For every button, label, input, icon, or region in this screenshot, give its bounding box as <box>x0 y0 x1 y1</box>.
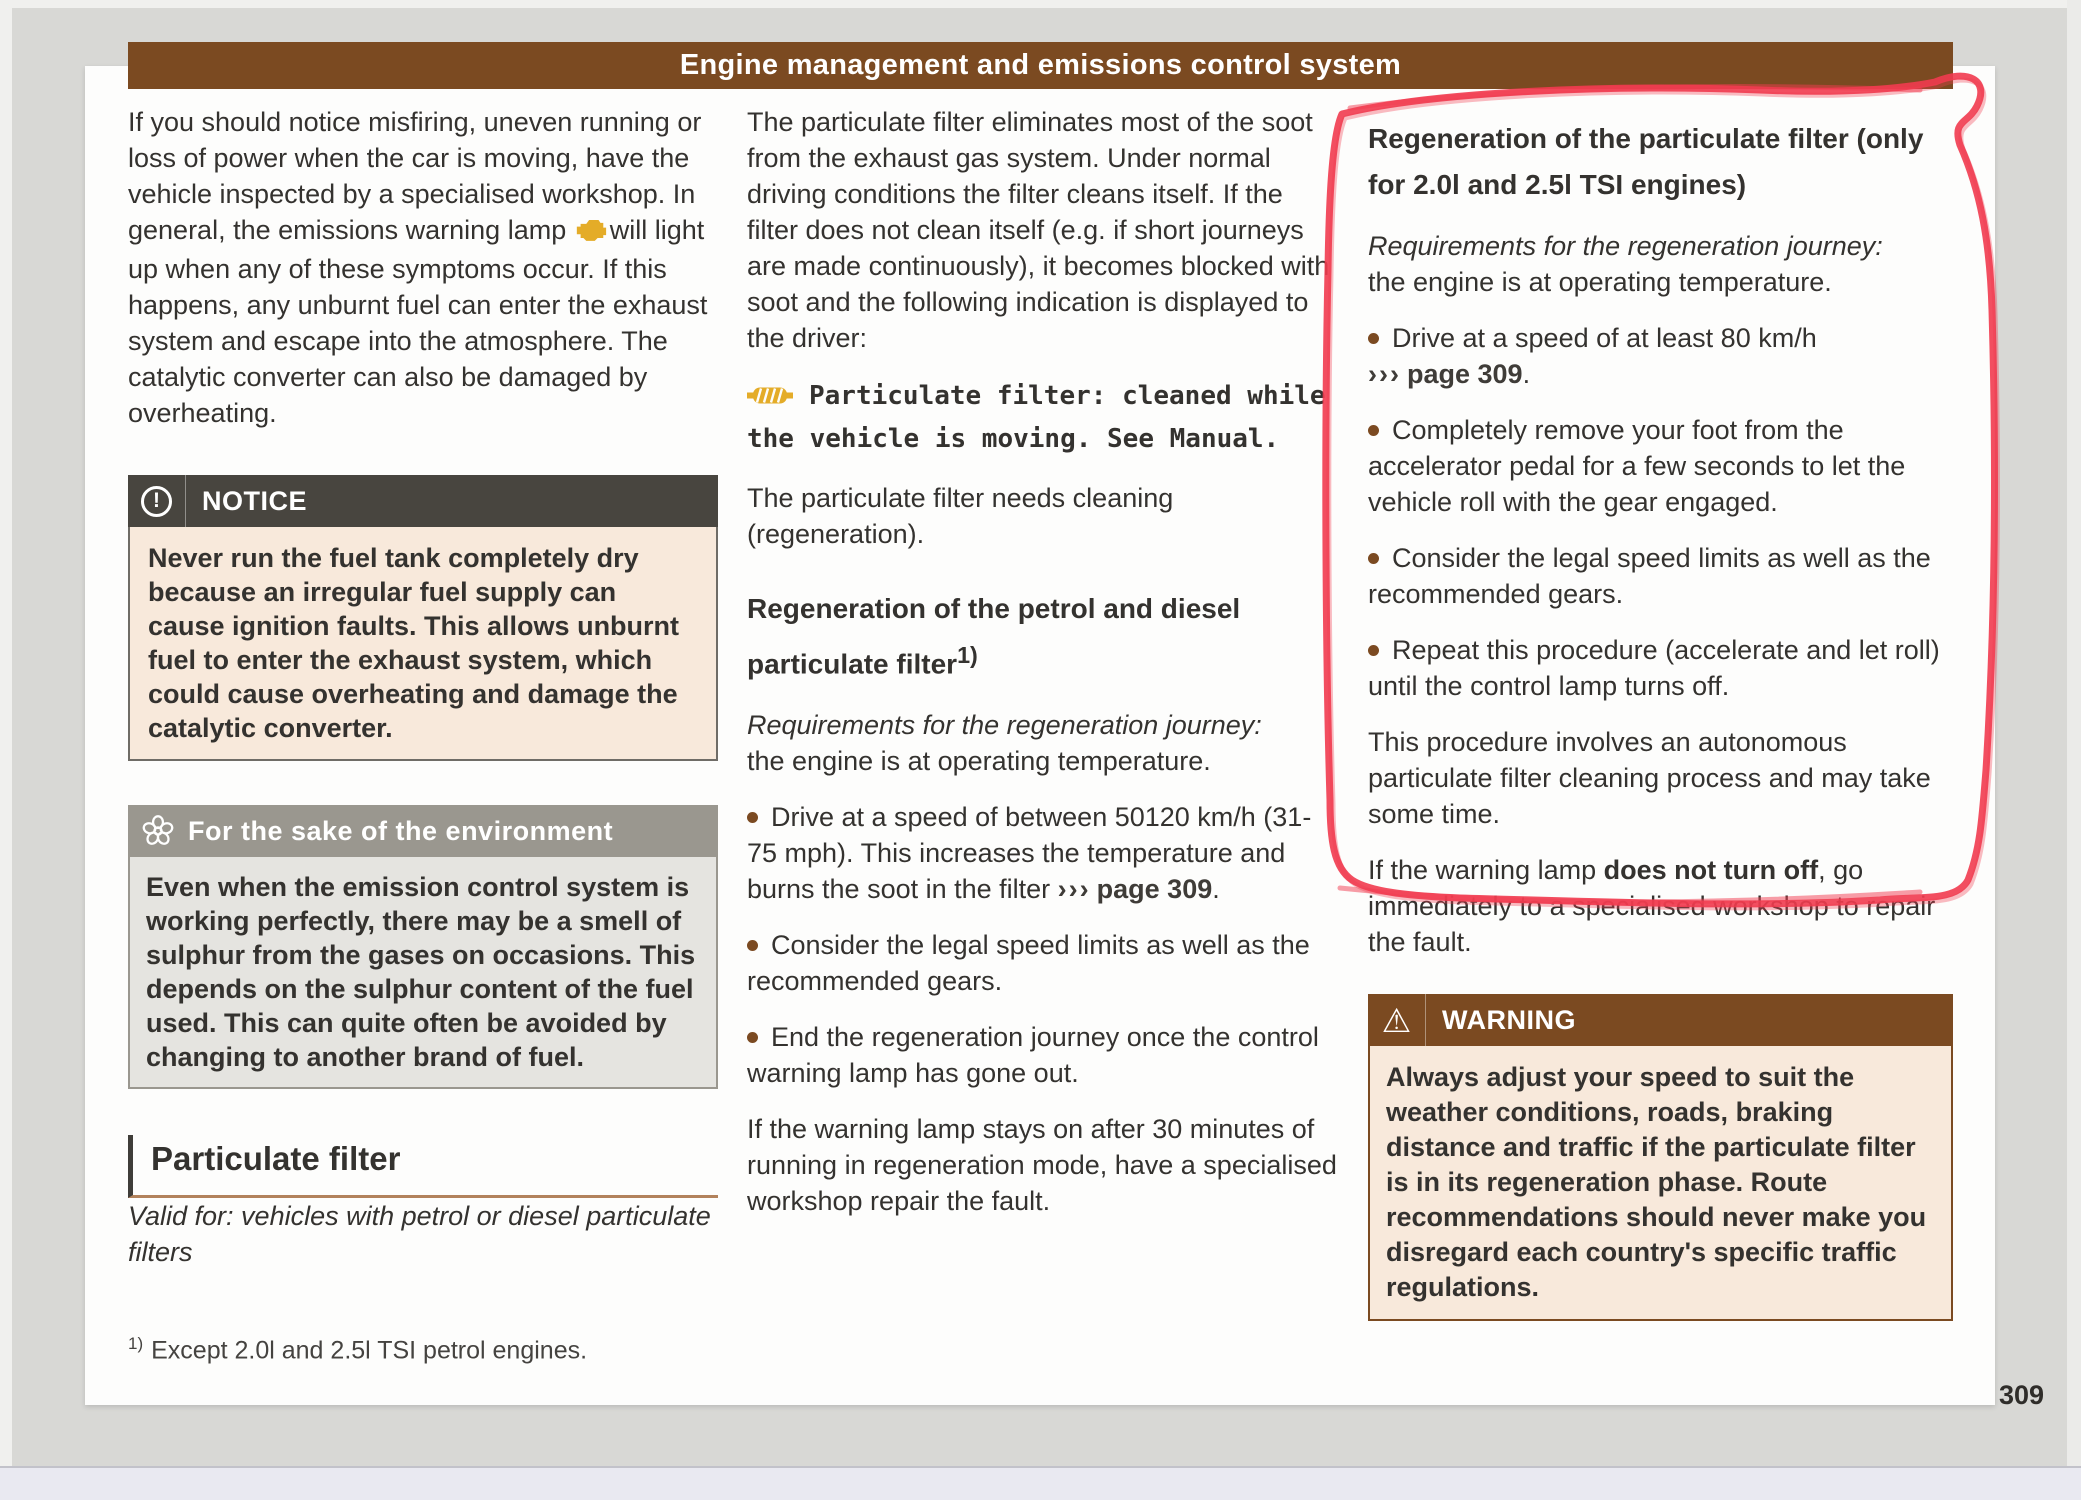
warning-lamp-paragraph: If the warning lamp stays on after 30 minutes of running in regeneration mode, have a specialised workshop repair the fault. <box>747 1114 1337 1217</box>
warning-triangle-icon: ⚠ <box>1368 994 1426 1046</box>
bullet-icon <box>747 1032 758 1043</box>
autonomous-cleaning-paragraph: This procedure involves an autonomous particulate filter cleaning process and may take some time. <box>1368 727 1931 829</box>
section-heading-particulate-filter: Particulate filter <box>128 1135 718 1198</box>
lamp-not-off-paragraph: If the warning lamp does not turn off, go immediately to a specialised workshop to repair the fault. <box>1368 855 1936 957</box>
requirements-paragraph: Requirements for the regeneration journey: the engine is at operating temperature. <box>1368 231 1883 297</box>
needs-cleaning-paragraph: The particulate filter needs cleaning (regeneration). <box>747 483 1174 549</box>
column-left <box>128 104 718 1290</box>
environment-box <box>128 805 718 1089</box>
intro-paragraph: If you should notice misfiring, uneven running or loss of power when the car is moving, have the vehicle inspected by a specialised workshop. In general, the emissions warning lamp will light up when any of these symptoms occur. If this happens, any unburnt fuel can enter the exhaust system and escape into the atmosphere. The catalytic converter can also be damaged by overheating. <box>128 107 708 428</box>
bullet-icon <box>1368 425 1379 436</box>
notice-title: NOTICE <box>202 486 308 516</box>
page-title: Engine management and emissions control system <box>679 49 1402 81</box>
page-number: 309 <box>1999 1380 2045 1410</box>
column-right <box>1368 112 1953 1321</box>
list-item: Repeat this procedure (accelerate and let roll) until the control lamp turns off. <box>1368 635 1940 701</box>
notice-box <box>128 475 718 761</box>
warning-title: WARNING <box>1442 1005 1576 1035</box>
warning-box <box>1368 994 1953 1321</box>
environment-box-header <box>128 805 718 857</box>
engine-warning-lamp-icon <box>574 215 608 251</box>
filter-intro-paragraph: The particulate filter eliminates most of the soot from the exhaust gas system. Under normal driving conditions the filter cleans itself. If the filter does not clean itself (e.g. if short journeys are made continuously), it becomes blocked with soot and the following indication is displayed to the driver: <box>747 107 1330 353</box>
list-item: Drive at a speed of between 50120 km/h (31-75 mph). This increases the temperature and burns the soot in the filter ››› page 309. <box>747 802 1312 905</box>
viewer-frame-right <box>2067 0 2081 1500</box>
viewer-frame-top <box>0 0 2081 8</box>
particulate-filter-icon <box>747 378 793 419</box>
bullet-icon <box>747 812 758 823</box>
valid-for-note: Valid for: vehicles with petrol or diesel particulate filters <box>128 1201 711 1267</box>
bullet-icon <box>1368 645 1379 656</box>
footnote-marker: 1) <box>128 1334 144 1353</box>
column-middle <box>747 104 1339 1239</box>
notice-exclamation-icon: ! <box>128 475 186 527</box>
bullet-icon <box>1368 553 1379 564</box>
bullet-icon <box>747 940 758 951</box>
environment-body: Even when the emission control system is working perfectly, there may be a smell of sulphur from the gases on occasions. This depends on the sulphur content of the fuel used. This can quite often be avoided by changing to another brand of fuel. <box>128 857 718 1089</box>
list-item: Completely remove your foot from the accelerator pedal for a few seconds to let the vehicle roll with the gear engaged. <box>1368 415 1906 517</box>
footnote-text: Except 2.0l and 2.5l TSI petrol engines. <box>151 1336 588 1365</box>
viewer-frame-left <box>0 0 12 1500</box>
flower-icon <box>142 805 174 857</box>
chevrons-icon: ››› <box>1057 874 1091 905</box>
footnote <box>128 1334 587 1365</box>
requirements-paragraph: Requirements for the regeneration journey: the engine is at operating temperature. <box>747 710 1262 777</box>
bottom-strip <box>0 1466 2081 1500</box>
footnote-reference: 1) <box>957 642 978 668</box>
list-item: Consider the legal speed limits as well as the recommended gears. <box>1368 543 1931 609</box>
bullet-icon <box>1368 333 1379 344</box>
list-item: Consider the legal speed limits as well as the recommended gears. <box>747 930 1310 997</box>
chapter-header-bar <box>128 42 1953 89</box>
warning-box-header <box>1368 994 1953 1046</box>
regeneration-tsi-heading: Regeneration of the particulate filter (only for 2.0l and 2.5l TSI engines) <box>1368 123 1924 200</box>
notice-box-header <box>128 475 718 527</box>
page-309-link[interactable]: page 309 <box>1406 359 1523 389</box>
page-309-link[interactable]: page 309 <box>1096 874 1213 905</box>
chevrons-icon: ››› <box>1368 359 1401 389</box>
environment-title: For the sake of the environment <box>188 816 614 846</box>
list-item: End the regeneration journey once the control warning lamp has gone out. <box>747 1022 1319 1089</box>
warning-body: Always adjust your speed to suit the weather conditions, roads, braking distance and traffic if the particulate filter is in its regeneration phase. Route recommendations should never make you disregard each country's specific traffic regulations. <box>1368 1046 1953 1321</box>
regeneration-petrol-diesel-heading: Regeneration of the petrol and diesel particulate filter$^{1)}$ <box>747 593 1241 680</box>
list-item: Drive at a speed of at least 80 km/h ››› page 309. <box>1368 323 1817 389</box>
driver-display-message: Particulate filter: cleaned while the vehicle is moving. See Manual. <box>747 376 1339 460</box>
notice-body: Never run the fuel tank completely dry because an irregular fuel supply can cause ignition faults. This allows unburnt fuel to enter the exhaust system, which could cause overheating and damage the catalytic converter. <box>128 527 718 761</box>
